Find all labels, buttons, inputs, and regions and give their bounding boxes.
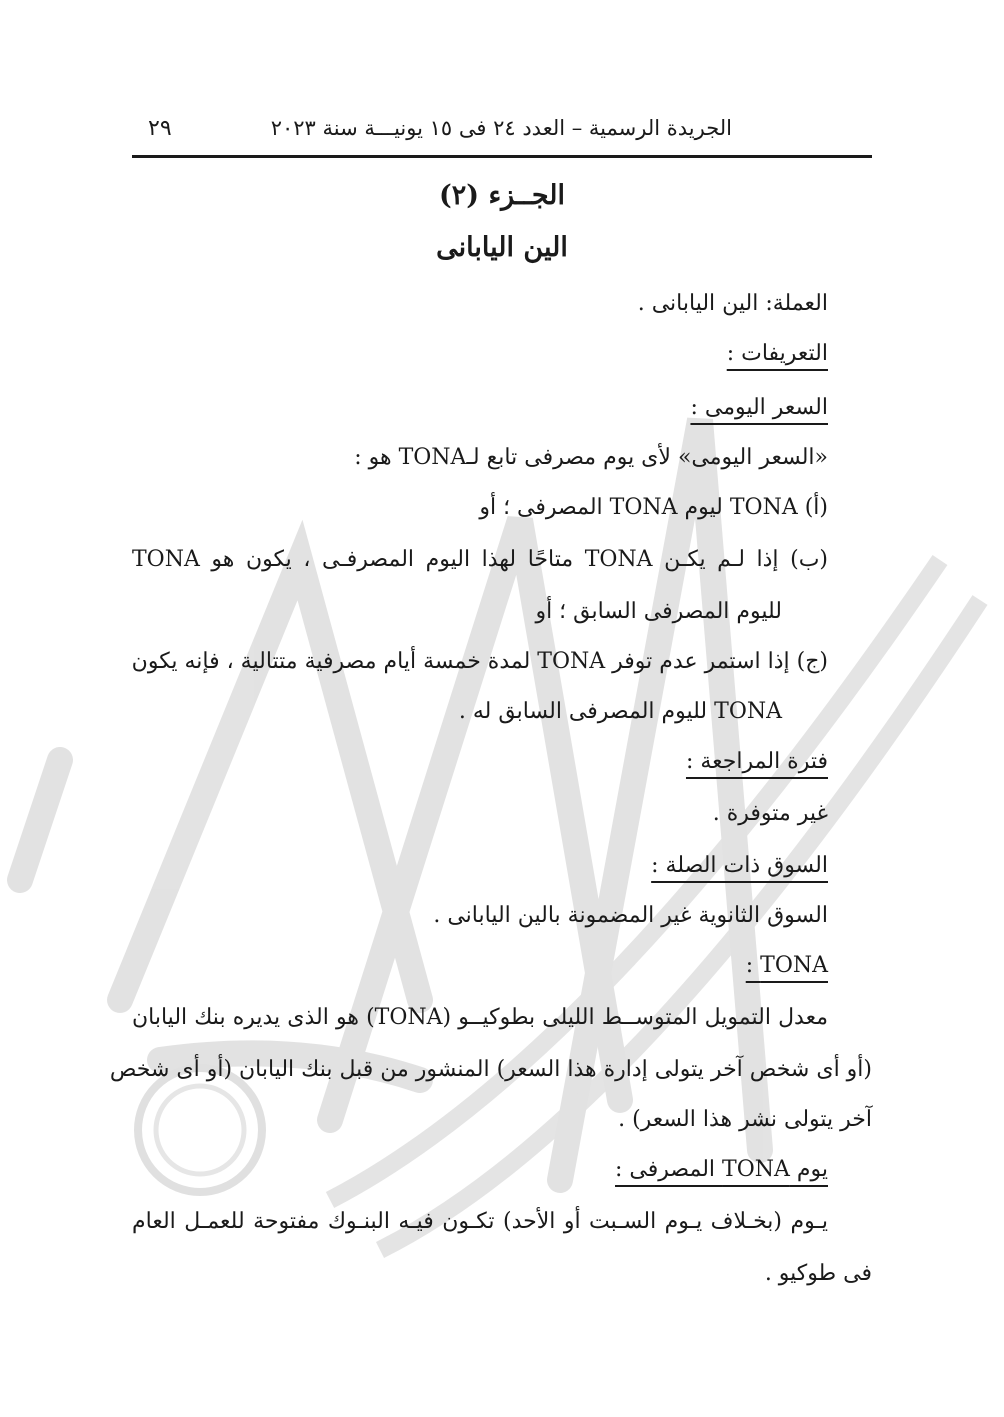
page-number: ٢٩ <box>148 116 172 141</box>
related-market-heading: السوق ذات الصلة : <box>651 853 828 878</box>
definitions-heading: التعريفات : <box>726 341 828 366</box>
tona-heading: TONA : <box>745 953 828 978</box>
tona-definition-line-3: آخر يتولى نشر هذا السعر) . <box>618 1107 872 1132</box>
currency-line: العملة: الين اليابانى . <box>637 291 828 316</box>
running-title: الجريدة الرسمية – العدد ٢٤ فى ١٥ يونيـــة سنة ٢٠٢٣ <box>270 116 732 140</box>
header-rule <box>132 155 872 158</box>
item-b-line-1: (ب) إذا لـم يكـن TONA متاحًا لهذا اليوم المصرفـى ، يكون هو TONA <box>132 547 828 572</box>
review-period-heading: فترة المراجعة : <box>685 749 828 774</box>
part-title: الجــزء (٢) <box>438 180 566 211</box>
review-period-text: غير متوفرة . <box>712 801 828 826</box>
tona-definition-line-2: (أو أى شخص آخر يتولى إدارة هذا السعر) المنشور من قبل بنك اليابان (أو أى شخص <box>109 1057 872 1082</box>
tona-definition-line-1: معدل التمويل المتوســط الليلى بطوكيــو (TONA) هو الذى يديره بنك اليابان <box>132 1005 829 1030</box>
item-c-line-2: TONA لليوم المصرفى السابق له . <box>458 699 782 724</box>
banking-day-line-2: فى طوكيو . <box>764 1261 872 1286</box>
banking-day-line-1: يـوم (بخـلاف يـوم السـبت أو الأحد) تكـون فيـه البنـوك مفتوحة للعمـل العام <box>132 1209 828 1234</box>
banking-day-heading: يوم TONA المصرفى : <box>615 1157 828 1182</box>
currency-title: الين اليابانى <box>436 232 568 263</box>
daily-rate-intro: «السعر اليومى» لأى يوم مصرفى تابع لـTONA هو : <box>354 445 828 470</box>
item-b-line-2: لليوم المصرفى السابق ؛ أو <box>535 599 782 624</box>
running-header <box>132 116 872 150</box>
item-a: (أ) TONA ليوم TONA المصرفى ؛ أو <box>479 495 828 520</box>
item-c-line-1: (ج) إذا استمر عدم توفر TONA لمدة خمسة أيام مصرفية متتالية ، فإنه يكون <box>131 649 828 674</box>
related-market-text: السوق الثانوية غير المضمونة بالين اليابانى . <box>433 903 828 928</box>
daily-rate-heading: السعر اليومى : <box>690 395 828 420</box>
